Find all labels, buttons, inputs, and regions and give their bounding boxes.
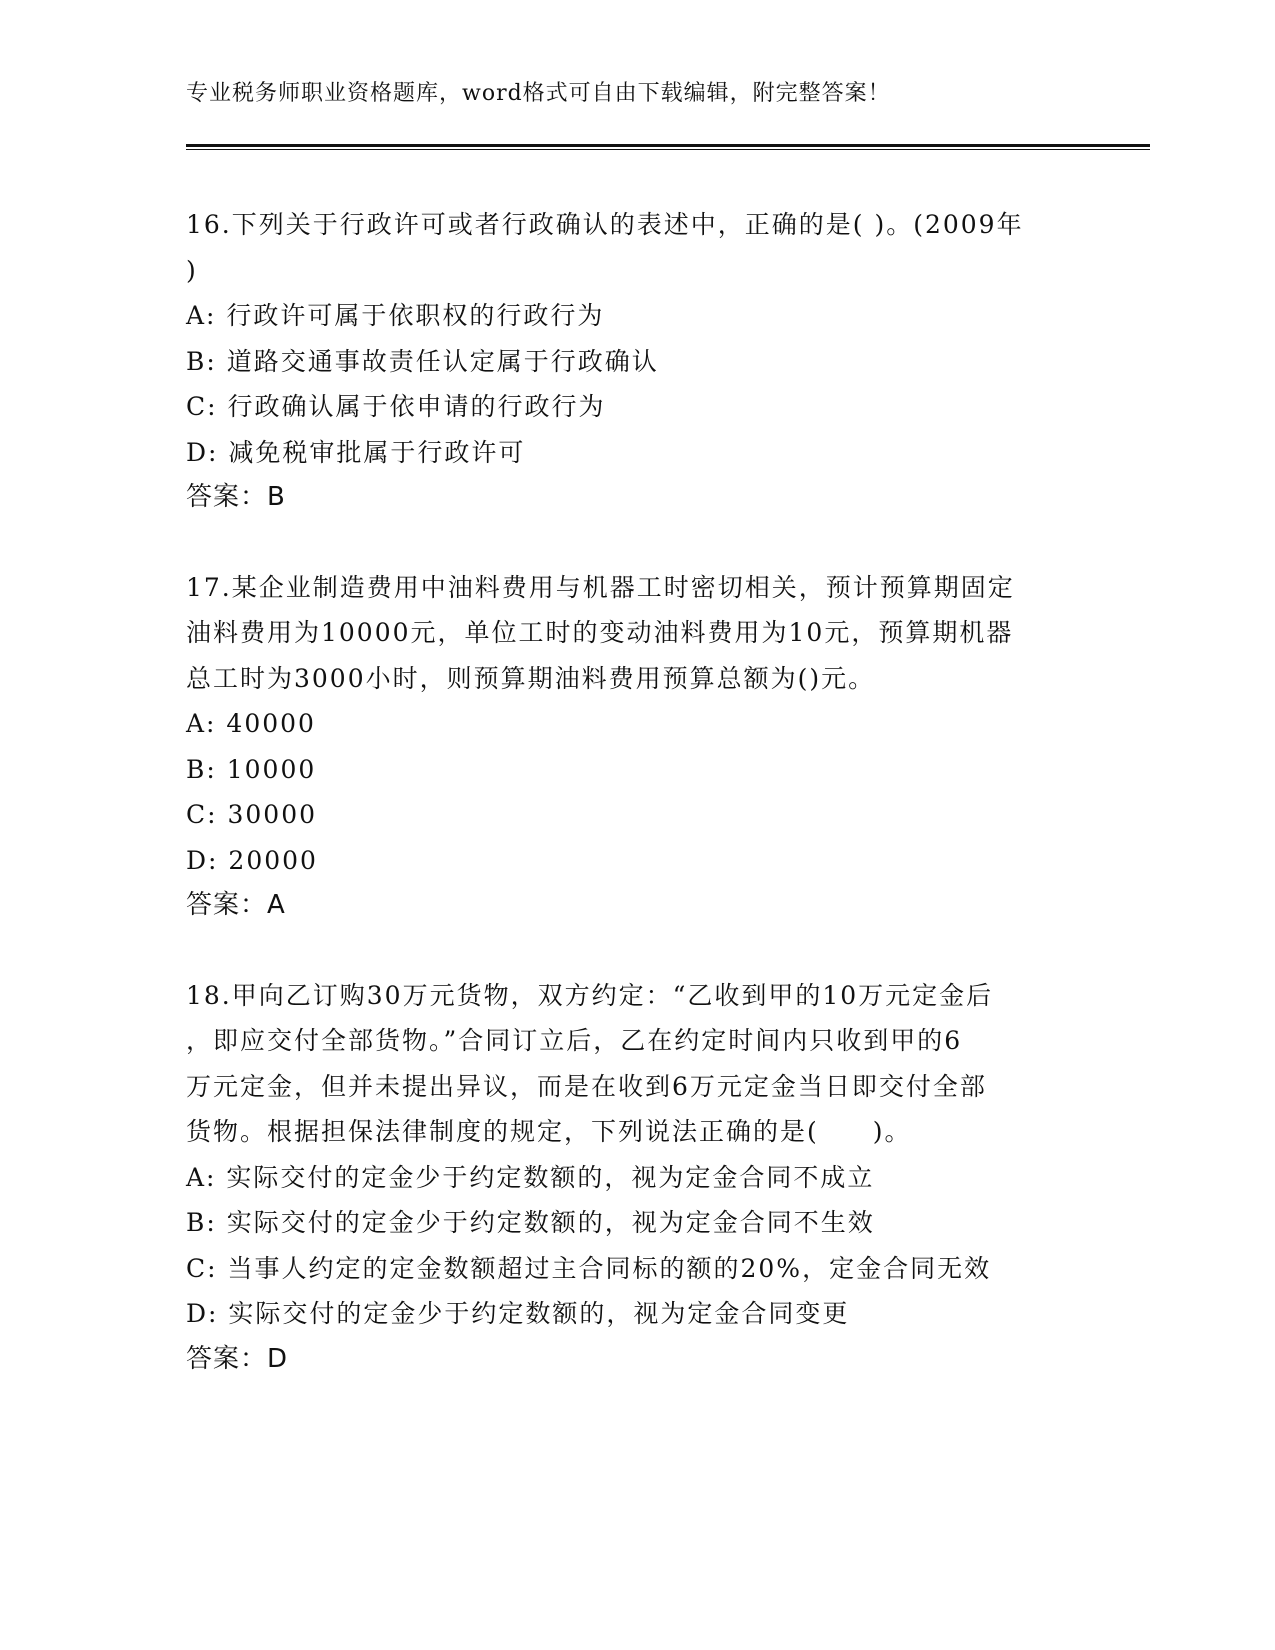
header-rule-thick [186, 144, 1150, 147]
answer-line: 答案：D [186, 1343, 289, 1374]
header-rule-thin [186, 149, 1150, 150]
option-a: A: 实际交付的定金少于约定数额的，视为定金合同不成立 [186, 1162, 875, 1192]
question-stem-line: 货物。根据担保法律制度的规定，下列说法正确的是( )。 [186, 1117, 912, 1146]
question-stem-line: ) [186, 255, 198, 285]
answer-line: 答案：B [186, 482, 286, 512]
question-17 [186, 565, 1086, 929]
option-d: D: 减免税审批属于行政许可 [186, 437, 526, 467]
option-b: B: 道路交通事故责任认定属于行政确认 [186, 346, 659, 376]
option-d: D: 实际交付的定金少于约定数额的，视为定金合同变更 [186, 1299, 850, 1328]
page-header: 专业税务师职业资格题库，word格式可自由下载编辑，附完整答案！ [186, 81, 891, 106]
option-c: C: 当事人约定的定金数额超过主合同标的额的20%，定金合同无效 [186, 1253, 992, 1283]
option-a: A: 40000 [186, 709, 316, 738]
question-stem-line: 17.某企业制造费用中油料费用与机器工时密切相关，预计预算期固定 [186, 572, 1015, 602]
option-c: C: 30000 [186, 800, 318, 829]
question-stem-line: 油料费用为10000元，单位工时的变动油料费用为10元，预算期机器 [186, 618, 1014, 647]
option-b: B: 实际交付的定金少于约定数额的，视为定金合同不生效 [186, 1208, 875, 1237]
question-stem-line: 总工时为3000小时，则预算期油料费用预算总额为()元。 [186, 663, 876, 693]
option-b: B: 10000 [186, 754, 317, 784]
question-stem-line: 万元定金，但并未提出异议，而是在收到6万元定金当日即交付全部 [186, 1071, 987, 1101]
question-16 [186, 202, 1086, 521]
option-a: A: 行政许可属于依职权的行政行为 [186, 301, 605, 330]
question-stem-line: 18.甲向乙订购30万元货物，双方约定：“乙收到甲的10万元定金后 [186, 980, 994, 1010]
option-d: D: 20000 [186, 845, 318, 875]
answer-line: 答案：A [186, 890, 286, 920]
question-list [186, 202, 1086, 1426]
option-c: C: 行政确认属于依申请的行政行为 [186, 392, 606, 421]
question-stem-line: 16.下列关于行政许可或者行政确认的表述中，正确的是( )。(2009年 [186, 210, 1024, 239]
question-18 [186, 973, 1086, 1383]
question-stem-line: ，即应交付全部货物。”合同订立后，乙在约定时间内只收到甲的6 [186, 1026, 963, 1055]
